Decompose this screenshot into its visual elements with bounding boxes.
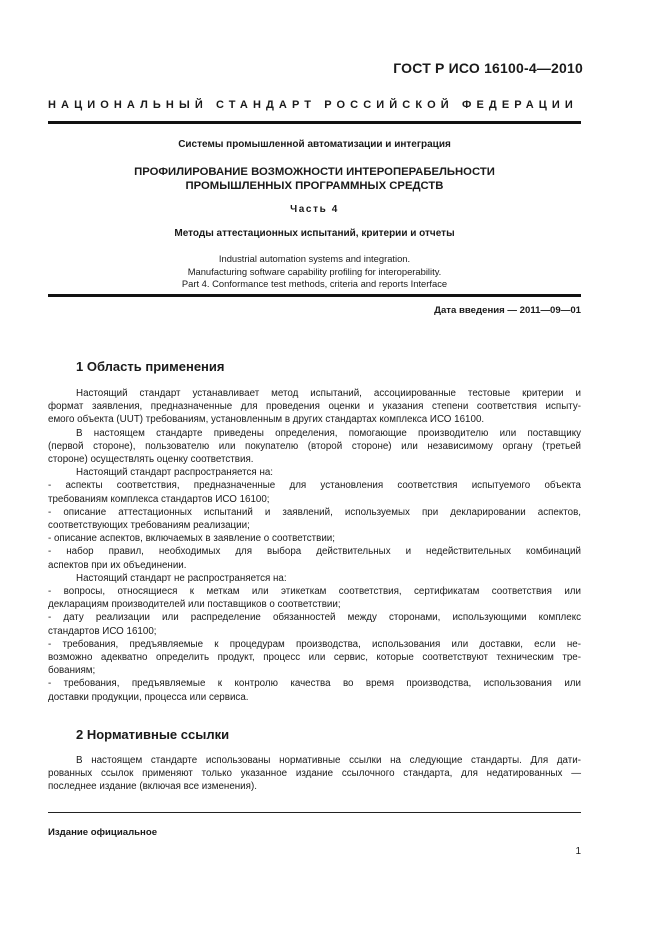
section-1-title: 1 Область применения (76, 359, 225, 374)
paragraph (48, 427, 581, 467)
subtitle: Методы аттестационных испытаний, критерии и отчеты (174, 228, 455, 239)
text-line: требованиям комплекса стандартов ИСО 16100; (48, 493, 270, 505)
text-line: рованных ссылок применяют только указанное издание ссылочного стандарта, для недатированных — (48, 768, 581, 780)
text-line: доставки продукции, процесса или сервиса. (48, 691, 249, 703)
text-line: - описание аспектов, включаемых в заявление о соответствии; (48, 533, 335, 545)
text-line: бованиям; (48, 665, 96, 677)
paragraph (48, 466, 581, 479)
text-line: стандартов ИСО 16100; (48, 625, 157, 637)
document-code: ГОСТ Р ИСО 16100-4—2010 (393, 60, 583, 76)
paragraph (48, 585, 581, 611)
english-title-line: Industrial automation systems and integration. (218, 253, 411, 264)
section-2-body (48, 754, 581, 794)
text-line: Настоящий стандарт не распространяется на: (76, 572, 287, 584)
main-title-line: ПРОМЫШЛЕННЫХ ПРОГРАММНЫХ СРЕДСТВ (185, 180, 444, 192)
footer-rule (48, 812, 581, 813)
text-line: - набор правил, необходимых для выбора действительных и недействительных комбинаций (48, 546, 581, 558)
text-line: возможно адекватно определить продукт, процесс или сервис, которые соответствуют техническим тре- (48, 652, 581, 664)
national-standard-heading: НАЦИОНАЛЬНЫЙ СТАНДАРТ РОССИЙСКОЙ ФЕДЕРАЦИИ (48, 99, 578, 111)
text-line: Настоящий стандарт устанавливает метод испытаний, ассоциированные тестовые критерии и (76, 388, 581, 399)
top-rule (48, 121, 581, 124)
page-number: 1 (575, 846, 581, 857)
text-line: декларациям производителей или поставщиков о соответствии; (48, 599, 341, 611)
text-line: - вопросы, относящиеся к меткам или этикеткам соответствия, сертификатам соответствия или (48, 586, 581, 598)
paragraph (48, 611, 581, 637)
text-line: (первой стороне), пользователю или покупателю (второй стороне) или независимому органу (третьей (48, 440, 581, 452)
text-line: аспектов при их объединении. (48, 559, 187, 571)
text-line: емого объекта (UUT) требованиям, установленным в других стандартах комплекса ИСО 16100. (48, 414, 485, 426)
paragraph (48, 572, 581, 585)
introduction-date: Дата введения — 2011—09—01 (434, 305, 581, 316)
paragraph (48, 754, 581, 794)
official-edition-label: Издание официальное (48, 827, 158, 838)
text-line: соответствующих требованиям реализации; (48, 520, 250, 532)
paragraph (48, 638, 581, 678)
paragraph (48, 532, 581, 545)
text-line: стороне) осуществлять оценку соответствия. (48, 454, 254, 466)
paragraph (48, 479, 581, 505)
text-line: В настоящем стандарте приведены определения, помогающие производителю или поставщику (76, 427, 581, 439)
text-line: - аспекты соответствия, предназначенные для установления соответствия испытуемого объекта (48, 480, 581, 492)
english-title-line: Manufacturing software capability profiling for interoperability. (187, 265, 442, 277)
text-line: - требования, предъявляемые к контролю качества во время производства, использования или (48, 678, 581, 690)
text-line: последнее издание (включая все изменения). (48, 781, 257, 793)
paragraph (48, 387, 581, 427)
main-title (48, 165, 581, 193)
text-line: формат заявления, предназначенные для проведения оценки и указания степени соответствия испыту- (48, 401, 581, 413)
title-bottom-rule (48, 294, 581, 297)
section-1-body (48, 387, 581, 704)
section-2-title: 2 Нормативные ссылки (76, 727, 230, 742)
text-line: - дату реализации или распределение обязанностей между сторонами, использующими комплекс (48, 612, 581, 624)
main-title-line: ПРОФИЛИРОВАНИЕ ВОЗМОЖНОСТИ ИНТЕРОПЕРАБЕЛЬНОСТИ (134, 166, 495, 178)
text-line: Настоящий стандарт распространяется на: (76, 467, 274, 479)
paragraph (48, 506, 581, 532)
paragraph (48, 677, 581, 703)
text-line: - описание аттестационных испытаний и заявлений, используемых при декларировании аспектов, (48, 506, 581, 518)
series-title: Системы промышленной автоматизации и интеграция (178, 139, 451, 150)
english-title (48, 253, 581, 291)
text-line: - требования, предъявляемые к процедурам производства, использования или доставки, если не- (48, 638, 581, 650)
text-line: В настоящем стандарте использованы нормативные ссылки на следующие стандарты. Для дати- (76, 755, 581, 766)
paragraph (48, 545, 581, 571)
english-title-line: Part 4. Conformance test methods, criteria and reports Interface (181, 278, 448, 290)
part-label: Часть 4 (290, 204, 339, 215)
